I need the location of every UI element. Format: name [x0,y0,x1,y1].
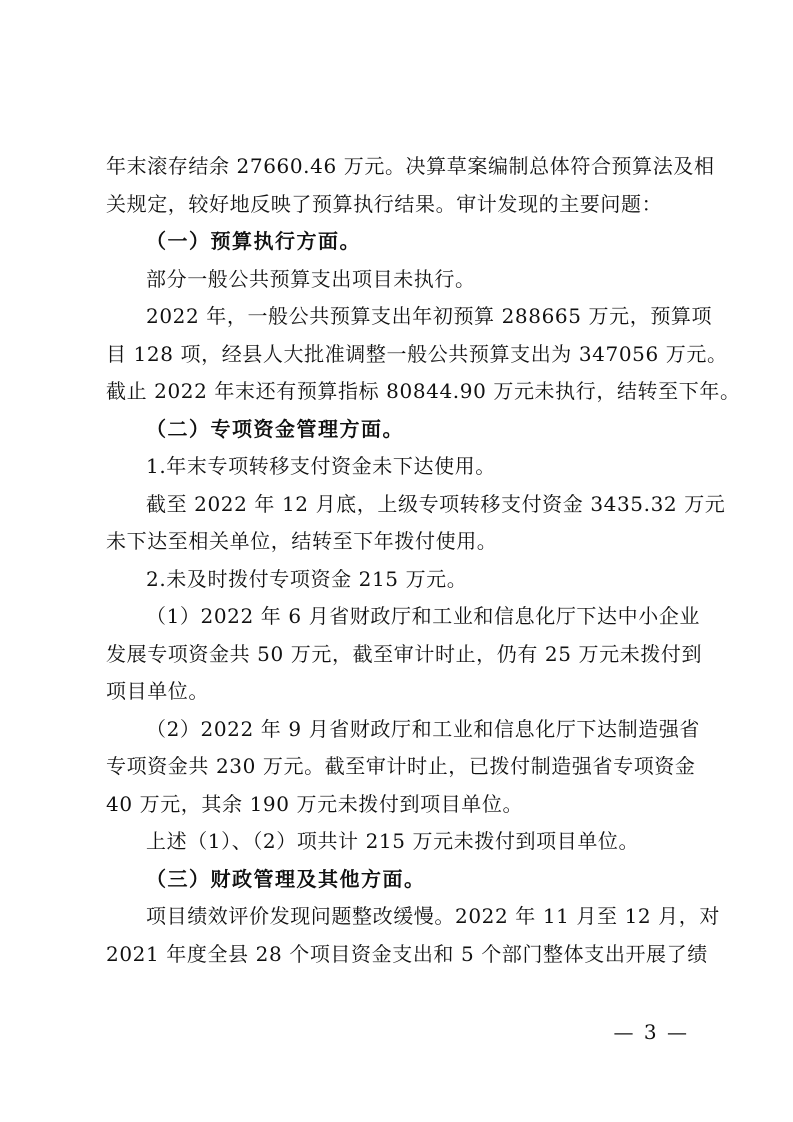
paragraph-line: 上述（1）、（2）项共计 215 万元未拨付到项目单位。 [146,829,640,853]
paragraph-line: 截止 2022 年末还有预算指标 80844.90 万元未执行，结转至下年。 [106,379,741,403]
section-heading-1: （一）预算执行方面。 [146,229,361,253]
paragraph-line: 项目绩效评价发现问题整改缓慢。2022 年 11 月至 12 月，对 [146,904,720,928]
section-heading-2: （二）专项资金管理方面。 [146,416,404,441]
body-text [106,148,741,973]
paragraph-line: 发展专项资金共 50 万元，截至审计时止，仍有 25 万元未拨付到 [106,641,703,666]
paragraph-line: 年末滚存结余 27660.46 万元。决算草案编制总体符合预算法及相 [106,154,715,178]
paragraph-line: （2）2022 年 9 月省财政厅和工业和信息化厅下达制造强省 [146,716,701,741]
page-number: — 3 — [613,1020,689,1044]
paragraph-line: 40 万元，其余 190 万元未拨付到项目单位。 [106,791,524,816]
paragraph-line: 2.未及时拨付专项资金 215 万元。 [146,566,468,591]
paragraph-line: 关规定，较好地反映了预算执行结果。审计发现的主要问题： [106,191,663,216]
paragraph-line: 项目单位。 [106,679,209,703]
paragraph-line: 2022 年，一般公共预算支出年初预算 288665 万元，预算项 [146,304,713,328]
paragraph-line: 专项资金共 230 万元。截至审计时止，已拨付制造强省专项资金 [106,754,696,778]
paragraph-line: 部分一般公共预算支出项目未执行。 [146,266,476,291]
paragraph-line: 未下达至相关单位，结转至下年拨付使用。 [106,529,498,553]
paragraph-line: 截至 2022 年 12 月底，上级专项转移支付资金 3435.32 万元 [146,491,726,516]
paragraph-line: 2021 年度全县 28 个项目资金支出和 5 个部门整体支出开展了绩 [106,941,708,966]
paragraph-line: 1.年末专项转移支付资金未下达使用。 [146,454,496,478]
paragraph-line: 目 128 项，经县人大批准调整一般公共预算支出为 347056 万元。 [106,341,728,366]
paragraph-line: （1）2022 年 6 月省财政厅和工业和信息化厅下达中小企业 [146,604,701,628]
section-heading-3: （三）财政管理及其他方面。 [146,866,426,891]
